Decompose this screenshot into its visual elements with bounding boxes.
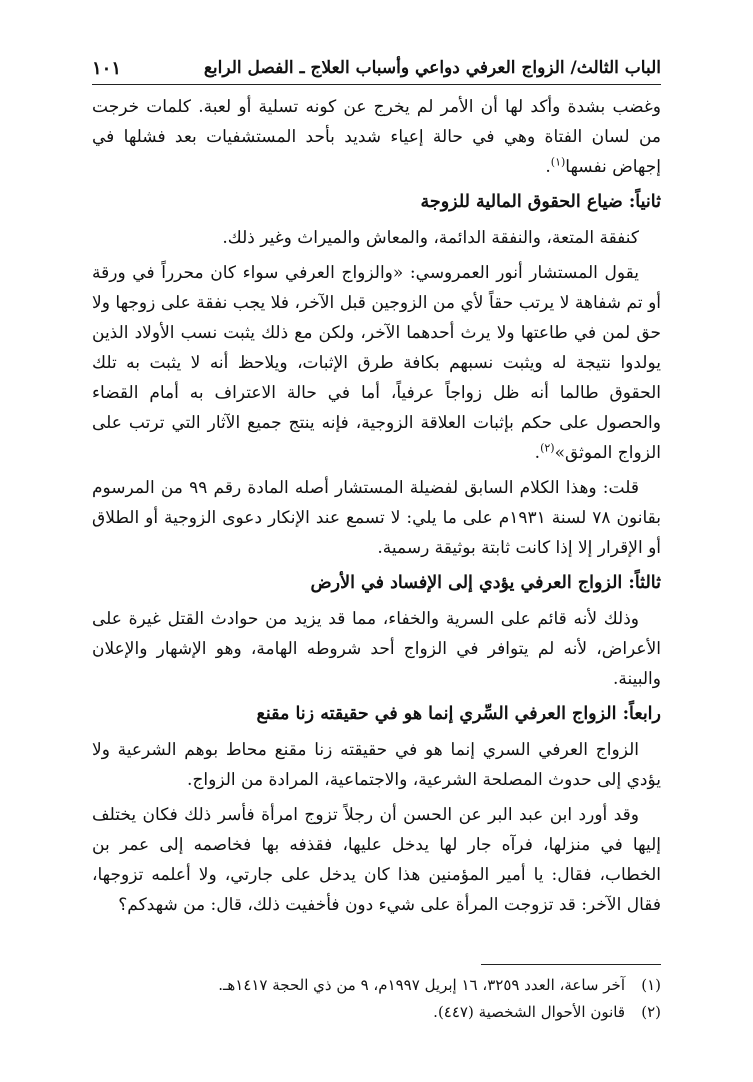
page-body <box>92 92 661 925</box>
footnote-separator <box>481 964 661 965</box>
paragraph: قلت: وهذا الكلام السابق لفضيلة المستشار أصله المادة رقم ٩٩ من المرسوم بقانون ٧٨ لسنة ١٩٣١م على ما يلي: لا تسمع عند الإنكار دعوى الزوجية أو الطلاق أو الإقرار إلا إذا كانت ثابتة بوثيقة رسمية. <box>92 478 661 558</box>
footnote-number: (٢) <box>641 1003 661 1021</box>
footnote <box>92 972 661 999</box>
page-number: ١٠١ <box>92 57 122 79</box>
paragraph-text: وغضب بشدة وأكد لها أن الأمر لم يخرج عن كونه تسلية أو لعبة. كلمات خرجت من لسان الفتاة وهي في حالة إعياء شديد بأحد المستشفيات بعد فشلها في إجهاض نفسها <box>92 97 661 177</box>
paragraph-text: يقول المستشار أنور العمروسي: «والزواج العرفي سواء كان محرراً في ورقة أو تم شفاهة لا يرتب حقاً لأي من الزوجين قبل الآخر، فلا يجب نفقة على زوجها ولا حق لمن في طاعتها ولا يرث أحدهما الآخر، ولكن مع ذلك يثبت نسب الأولاد الذين يولدوا نتيجة له ويثبت نسبهم بكافة طرق الإثبات، ويلاحظ أنه لا يثبت به تلك الحقوق طالما أنه ظل زواجاً عرفياً، أما في حالة الاعتراف به أمام القضاء والحصول على حكم بإثبات العلاقة الزوجية، فإنه ينتج جميع الآثار التي ترتب على الزواج الموثق» <box>92 263 661 463</box>
paragraph: وذلك لأنه قائم على السرية والخفاء، مما قد يزيد من حوادث القتل غيرة على الأعراض، لأنه لم يتوافر في الزواج أحد شروطه الهامة، وهو الإشهار والإعلان والبينة. <box>92 609 661 689</box>
section-heading-2 <box>92 187 661 217</box>
heading-number: رابعاً: <box>622 704 661 724</box>
section-heading-4 <box>92 699 661 729</box>
paragraph: وقد أورد ابن عبد البر عن الحسن أن رجلاً تزوج امرأة فأسر ذلك فكان يختلف إليها في منزلها، فرآه جار لها يدخل عليها، فقذفه بها فخاصمه إلى عمر بن الخطاب، فقال: يا أمير المؤمنين هذا كان يدخل على جارتي، ولا أعلمه تزوجها، فقال الآخر: قد تزوجت المرأة على شيء دون فأخفيت ذلك، قال: من شهدكم؟ <box>92 805 661 915</box>
footnote-number: (١) <box>641 976 661 994</box>
footnote-text: قانون الأحوال الشخصية (٤٤٧). <box>433 1003 625 1021</box>
page-header <box>92 52 661 85</box>
heading-text: ضياع الحقوق المالية للزوجة <box>420 192 623 212</box>
footnote-ref: (٢) <box>540 441 555 455</box>
heading-number: ثانياً: <box>628 192 661 212</box>
paragraph <box>92 258 661 468</box>
running-title: الباب الثالث/ الزواج العرفي دواعي وأسباب العلاج ـ الفصل الرابع <box>203 58 661 78</box>
paragraph: الزواج العرفي السري إنما هو في حقيقته زنا مقنع محاط بوهم الشرعية ولا يؤدي إلى حدوث المصلحة الشرعية، والاجتماعية، المرادة من الزواج. <box>92 740 661 790</box>
paragraph-end: . <box>534 443 541 463</box>
heading-text: الزواج العرفي يؤدي إلى الإفساد في الأرض <box>310 573 623 593</box>
section-heading-3 <box>92 568 661 598</box>
footnote-ref: (١) <box>550 155 566 169</box>
paragraph-end: . <box>545 157 551 177</box>
heading-number: ثالثاً: <box>628 573 661 593</box>
paragraph: كنفقة المتعة، والنفقة الدائمة، والمعاش والميراث وغير ذلك. <box>222 228 639 248</box>
footnote <box>92 999 661 1026</box>
footnotes <box>92 972 661 1026</box>
heading-text: الزواج العرفي السِّري إنما هو في حقيقته زنا مقنع <box>256 704 617 724</box>
paragraph <box>92 92 661 182</box>
footnote-text: آخر ساعة، العدد ٣٢٥٩، ١٦ إبريل ١٩٩٧م، ٩ من ذي الحجة ١٤١٧هـ. <box>218 976 625 994</box>
